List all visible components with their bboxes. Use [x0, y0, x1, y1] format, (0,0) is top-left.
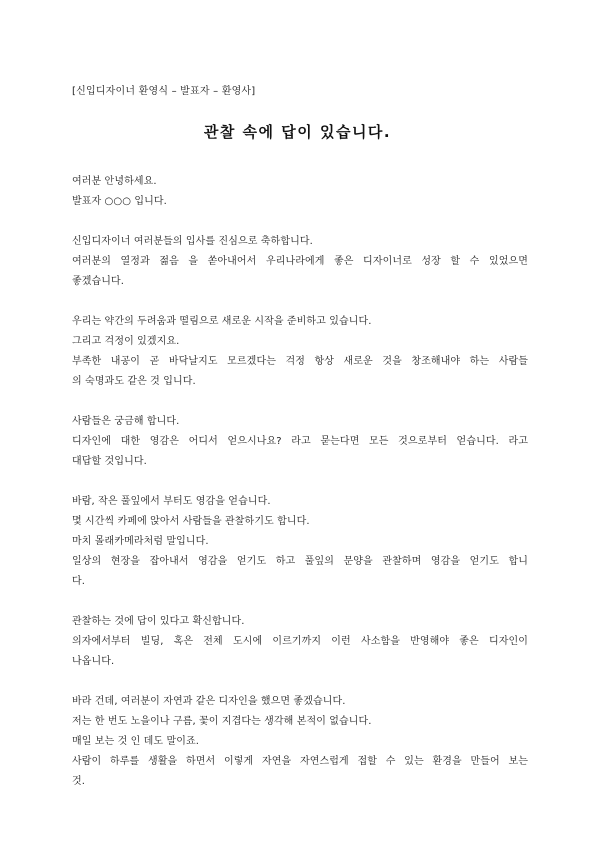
paragraph	[72, 172, 528, 212]
paragraph-line: 그리고 걱정이 있겠지요.	[72, 336, 180, 347]
paragraph	[72, 692, 528, 792]
paragraph-line: 의자에서부터 빌딩, 혹은 전체 도시에 이르기까지 이런 사소함을 반영해야 좋은 디자인이	[72, 636, 528, 647]
paragraph-line: 저는 한 번도 노을이나 구름, 꽃이 지겹다는 생각해 본적이 없습니다.	[72, 716, 372, 727]
paragraph-line: 다.	[72, 576, 86, 587]
paragraph-line: 일상의 현장을 잡아내서 영감을 얻기도 하고 풀잎의 문양을 관찰하며 영감을 얻기도 합니	[72, 556, 528, 567]
paragraph	[72, 232, 528, 292]
paragraph-line: 의 숙명과도 같은 것 입니다.	[72, 376, 196, 387]
paragraph	[72, 412, 528, 472]
paragraph-line: 여러분의 열정과 젊음 을 쏟아내어서 우리나라에게 좋은 디자이너로 성장 할 수 있었으면	[72, 256, 528, 267]
paragraph-line: 것.	[72, 776, 86, 787]
speech-body	[72, 172, 528, 812]
paragraph-line: 매일 보는 것 인 데도 말이죠.	[72, 736, 200, 747]
document-header-tag: [신입디자이너 환영식 – 발표자 – 환영사]	[72, 86, 256, 97]
paragraph-line: 사람이 하루를 생활을 하면서 이렇게 자연을 자연스럽게 접할 수 있는 환경을 만들어 보는	[72, 756, 528, 767]
paragraph-line: 신입디자이너 여러분들의 입사를 진심으로 축하합니다.	[72, 236, 313, 247]
paragraph-line: 관찰하는 것에 답이 있다고 확신합니다.	[72, 616, 245, 627]
paragraph-line: 여러분 안녕하세요.	[72, 176, 157, 187]
paragraph-line: 대답할 것입니다.	[72, 456, 147, 467]
paragraph-line: 디자인에 대한 영감은 어디서 얻으시나요? 라고 묻는다면 모든 것으로부터 얻습니다. 라고	[72, 436, 528, 447]
paragraph	[72, 312, 528, 392]
document-title: 관찰 속에 답이 있습니다.	[203, 123, 392, 141]
paragraph-line: 사람들은 궁금해 합니다.	[72, 416, 180, 427]
paragraph-line: 부족한 내공이 곧 바닥날지도 모르겠다는 걱정 항상 새로운 것을 창조해내야 하는 사람들	[72, 356, 528, 367]
paragraph	[72, 612, 528, 672]
paragraph-line: 바람, 작은 풀잎에서 부터도 영감을 얻습니다.	[72, 496, 271, 507]
paragraph-line: 마치 몰래카메라처럼 말입니다.	[72, 536, 209, 547]
paragraph	[72, 492, 528, 592]
paragraph-line: 우리는 약간의 두려움과 떨림으로 새로운 시작을 준비하고 있습니다.	[72, 316, 372, 327]
paragraph-line: 좋겠습니다.	[72, 276, 125, 287]
paragraph-line: 나옵니다.	[72, 656, 115, 667]
paragraph-line: 발표자 ○○○ 입니다.	[72, 196, 167, 207]
paragraph-line: 바라 건데, 여러분이 자연과 같은 디자인을 했으면 좋겠습니다.	[72, 696, 346, 707]
paragraph-line: 몇 시간씩 카페에 앉아서 사람들을 관찰하기도 합니다.	[72, 516, 310, 527]
